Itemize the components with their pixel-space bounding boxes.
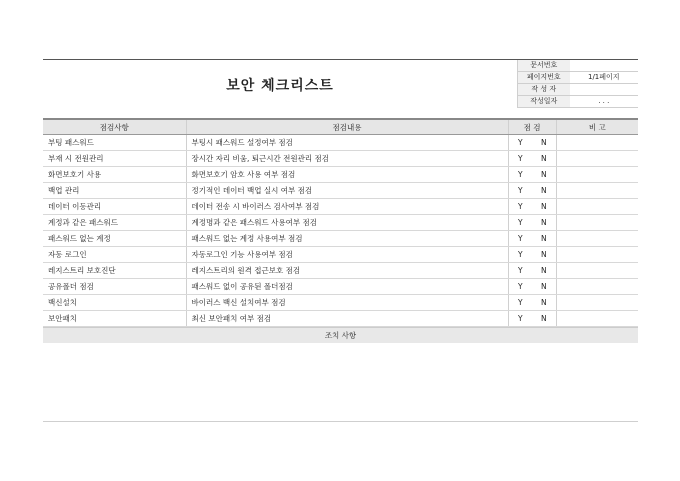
author-label: 작 성 자 bbox=[518, 84, 570, 96]
check-yes-option[interactable]: Y bbox=[508, 247, 532, 263]
check-content: 부팅시 패스워드 설정여부 점검 bbox=[186, 135, 508, 151]
check-item: 자동 로그인 bbox=[43, 247, 186, 263]
check-yes-option[interactable]: Y bbox=[508, 167, 532, 183]
check-content: 정기적인 데이터 백업 실시 여부 점검 bbox=[186, 183, 508, 199]
remark-cell[interactable] bbox=[556, 199, 638, 215]
check-content: 데이터 전송 시 바이러스 검사여부 점검 bbox=[186, 199, 508, 215]
table-row bbox=[43, 263, 638, 279]
check-no-option[interactable]: N bbox=[532, 183, 556, 199]
table-row bbox=[43, 311, 638, 327]
remark-cell[interactable] bbox=[556, 263, 638, 279]
check-content: 패스워드 없는 계정 사용여부 점검 bbox=[186, 231, 508, 247]
remark-cell[interactable] bbox=[556, 183, 638, 199]
check-item: 패스워드 없는 계정 bbox=[43, 231, 186, 247]
check-item: 부재 시 전원관리 bbox=[43, 151, 186, 167]
table-row bbox=[43, 231, 638, 247]
check-item: 백업 관리 bbox=[43, 183, 186, 199]
table-row bbox=[43, 295, 638, 311]
check-item: 부팅 패스워드 bbox=[43, 135, 186, 151]
column-header-remark: 비 고 bbox=[556, 119, 638, 135]
check-content: 자동로그인 기능 사용여부 점검 bbox=[186, 247, 508, 263]
table-header-row bbox=[43, 119, 638, 135]
check-yes-option[interactable]: Y bbox=[508, 311, 532, 327]
check-content: 계정명과 같은 패스워드 사용여부 점검 bbox=[186, 215, 508, 231]
check-item: 보안패치 bbox=[43, 311, 186, 327]
check-item: 데이터 이동관리 bbox=[43, 199, 186, 215]
check-content: 최신 보안패치 여부 점검 bbox=[186, 311, 508, 327]
check-no-option[interactable]: N bbox=[532, 167, 556, 183]
check-yes-option[interactable]: Y bbox=[508, 135, 532, 151]
doc-number-value[interactable] bbox=[570, 60, 638, 72]
check-no-option[interactable]: N bbox=[532, 295, 556, 311]
page-title: 보안 체크리스트 bbox=[226, 78, 334, 94]
check-no-option[interactable]: N bbox=[532, 135, 556, 151]
check-no-option[interactable]: N bbox=[532, 199, 556, 215]
table-row bbox=[43, 167, 638, 183]
author-value[interactable] bbox=[570, 84, 638, 96]
page-number-value: 1/1페이지 bbox=[570, 72, 638, 84]
check-yes-option[interactable]: Y bbox=[508, 183, 532, 199]
check-item: 공유폴더 점검 bbox=[43, 279, 186, 295]
check-content: 장시간 자리 비움, 퇴근시간 전원관리 점검 bbox=[186, 151, 508, 167]
remark-cell[interactable] bbox=[556, 279, 638, 295]
check-yes-option[interactable]: Y bbox=[508, 263, 532, 279]
remark-cell[interactable] bbox=[556, 135, 638, 151]
check-item: 계정과 같은 패스워드 bbox=[43, 215, 186, 231]
action-notes-area[interactable] bbox=[43, 343, 638, 422]
column-header-content: 점검내용 bbox=[186, 119, 508, 135]
table-row bbox=[43, 199, 638, 215]
checklist-sheet bbox=[43, 59, 638, 422]
column-header-item: 점검사항 bbox=[43, 119, 186, 135]
table-row bbox=[43, 183, 638, 199]
remark-cell[interactable] bbox=[556, 247, 638, 263]
column-header-check: 점 검 bbox=[508, 119, 556, 135]
date-label: 작성일자 bbox=[518, 96, 570, 108]
document-meta-table bbox=[517, 60, 638, 108]
check-yes-option[interactable]: Y bbox=[508, 215, 532, 231]
check-no-option[interactable]: N bbox=[532, 151, 556, 167]
table-row bbox=[43, 279, 638, 295]
remark-cell[interactable] bbox=[556, 231, 638, 247]
check-no-option[interactable]: N bbox=[532, 263, 556, 279]
date-value[interactable]: . . . bbox=[570, 96, 638, 108]
table-row bbox=[43, 151, 638, 167]
check-content: 화면보호기 암호 사용 여부 점검 bbox=[186, 167, 508, 183]
table-row bbox=[43, 215, 638, 231]
check-yes-option[interactable]: Y bbox=[508, 231, 532, 247]
table-row bbox=[43, 247, 638, 263]
check-yes-option[interactable]: Y bbox=[508, 295, 532, 311]
doc-number-label: 문서번호 bbox=[518, 60, 570, 72]
document-header bbox=[43, 59, 638, 110]
check-no-option[interactable]: N bbox=[532, 215, 556, 231]
remark-cell[interactable] bbox=[556, 215, 638, 231]
page-number-label: 페이지번호 bbox=[518, 72, 570, 84]
check-item: 레지스트리 보호진단 bbox=[43, 263, 186, 279]
check-content: 패스워드 없이 공유된 폴더점검 bbox=[186, 279, 508, 295]
remark-cell[interactable] bbox=[556, 151, 638, 167]
check-no-option[interactable]: N bbox=[532, 311, 556, 327]
checklist-table bbox=[43, 118, 638, 327]
check-no-option[interactable]: N bbox=[532, 231, 556, 247]
action-section-header: 조치 사항 bbox=[43, 327, 638, 343]
check-yes-option[interactable]: Y bbox=[508, 199, 532, 215]
check-no-option[interactable]: N bbox=[532, 279, 556, 295]
check-yes-option[interactable]: Y bbox=[508, 151, 532, 167]
check-content: 레지스트리의 원격 접근보호 점검 bbox=[186, 263, 508, 279]
check-item: 화면보호기 사용 bbox=[43, 167, 186, 183]
check-no-option[interactable]: N bbox=[532, 247, 556, 263]
check-item: 백신설치 bbox=[43, 295, 186, 311]
check-yes-option[interactable]: Y bbox=[508, 279, 532, 295]
check-content: 바이러스 백신 설치여부 점검 bbox=[186, 295, 508, 311]
table-row bbox=[43, 135, 638, 151]
remark-cell[interactable] bbox=[556, 167, 638, 183]
remark-cell[interactable] bbox=[556, 311, 638, 327]
remark-cell[interactable] bbox=[556, 295, 638, 311]
